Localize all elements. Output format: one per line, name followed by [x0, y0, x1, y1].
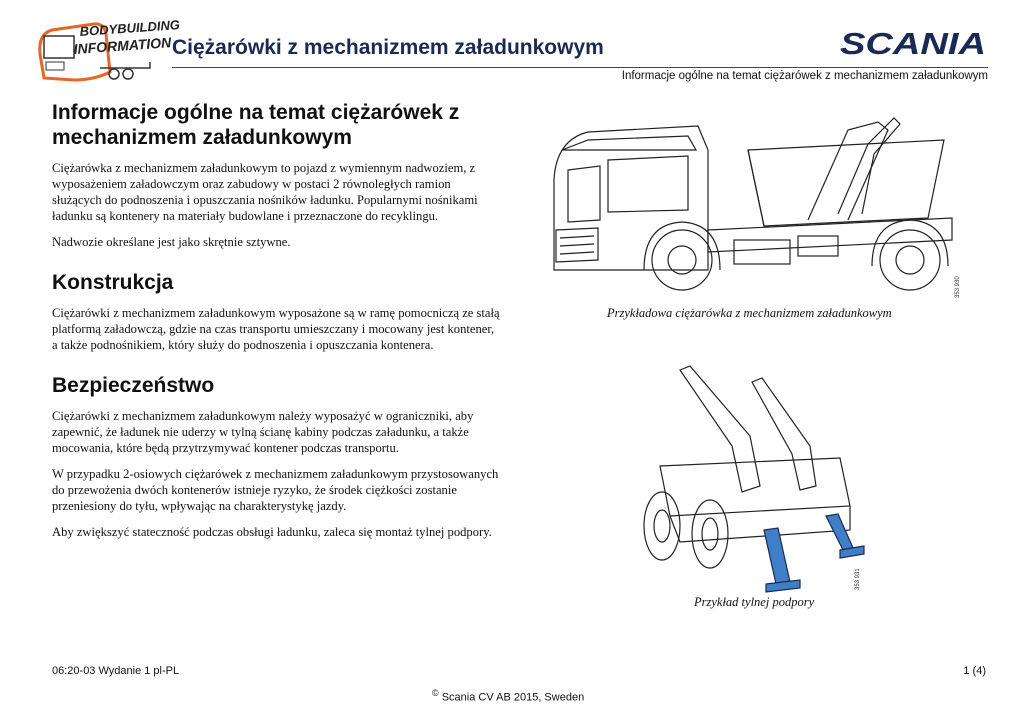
main-text-column — [52, 100, 502, 550]
copyright — [432, 688, 584, 704]
construction-heading: Konstrukcja — [52, 271, 174, 294]
safety-paragraph: W przypadku 2-osiowych ciężarówek z mechanizmem załadunkowym przystosowanych do przewożenia dwóch kontenerów istnieje ryzyko, że środek ciężkości zostanie przeniesiony do tyłu, wpływając na charakterystykę jazdy. — [52, 467, 499, 513]
brand-name: SCANIA — [840, 26, 986, 61]
main-heading: Informacje ogólne na temat ciężarówek z mechanizmem załadunkowym — [52, 101, 460, 149]
page-subtitle: Informacje ogólne na temat ciężarówek z mechanizmem załadunkowym — [621, 70, 988, 82]
document-title: Ciężarówki z mechanizmem załadunkowym — [172, 36, 604, 59]
rear-support-illustration — [640, 366, 880, 592]
document-id: 06:20-03 Wydanie 1 pl-PL — [52, 665, 180, 677]
logo-line1: BODYBUILDING — [79, 17, 181, 39]
figure-number: 353 931 — [855, 568, 861, 590]
skip-loader-truck-illustration — [548, 110, 968, 306]
scania-logo — [840, 26, 988, 61]
safety-paragraph: Aby zwiększyć stateczność podczas obsługi ładunku, zaleca się montaż tylnej podpory. — [52, 525, 492, 539]
construction-paragraph: Ciężarówki z mechanizmem załadunkowym wyposażone są w ramę pomocniczą ze stałą platformą załadowczą, gdzie na czas transportu umieszczany i mocowany jest kontener, a także podnośnikiem, który służy do podnoszenia i opuszczania kontenera. — [52, 306, 500, 352]
figure-caption: Przykład tylnej podpory — [694, 595, 815, 609]
intro-paragraph: Nadwozie określane jest jako skrętnie sztywne. — [52, 235, 291, 249]
safety-heading: Bezpieczeństwo — [52, 374, 215, 397]
figure-number: 353 930 — [955, 276, 961, 298]
copyright-text: Scania CV AB 2015, Sweden — [441, 691, 585, 704]
logo-line2: INFORMATION — [73, 34, 172, 57]
header-divider — [172, 67, 988, 68]
figure-caption: Przykładowa ciężarówka z mechanizmem załadunkowym — [607, 306, 892, 320]
safety-paragraph: Ciężarówki z mechanizmem załadunkowym należy wyposażyć w ograniczniki, aby zapewnić, że ładunek nie uderzy w tylną ścianę kabiny podczas załadunku, a także mocowania, które będą przytrzymywać kontener podczas transportu. — [52, 409, 474, 455]
page-number: 1 (4) — [963, 665, 986, 677]
intro-paragraph: Ciężarówka z mechanizmem załadunkowym to pojazd z wymiennym nadwoziem, z wyposażeniem załadowczym oraz zabudowy w postaci 2 równoległych ramion służących do podnoszenia i opuszczania nośników ładunku. Popularnymi nośnikami ładunku są kontenery na materiały budowlane i przeznaczone do recyklingu. — [52, 161, 478, 223]
copyright-symbol: © — [432, 688, 439, 698]
bodybuilding-information-logo — [34, 14, 181, 84]
